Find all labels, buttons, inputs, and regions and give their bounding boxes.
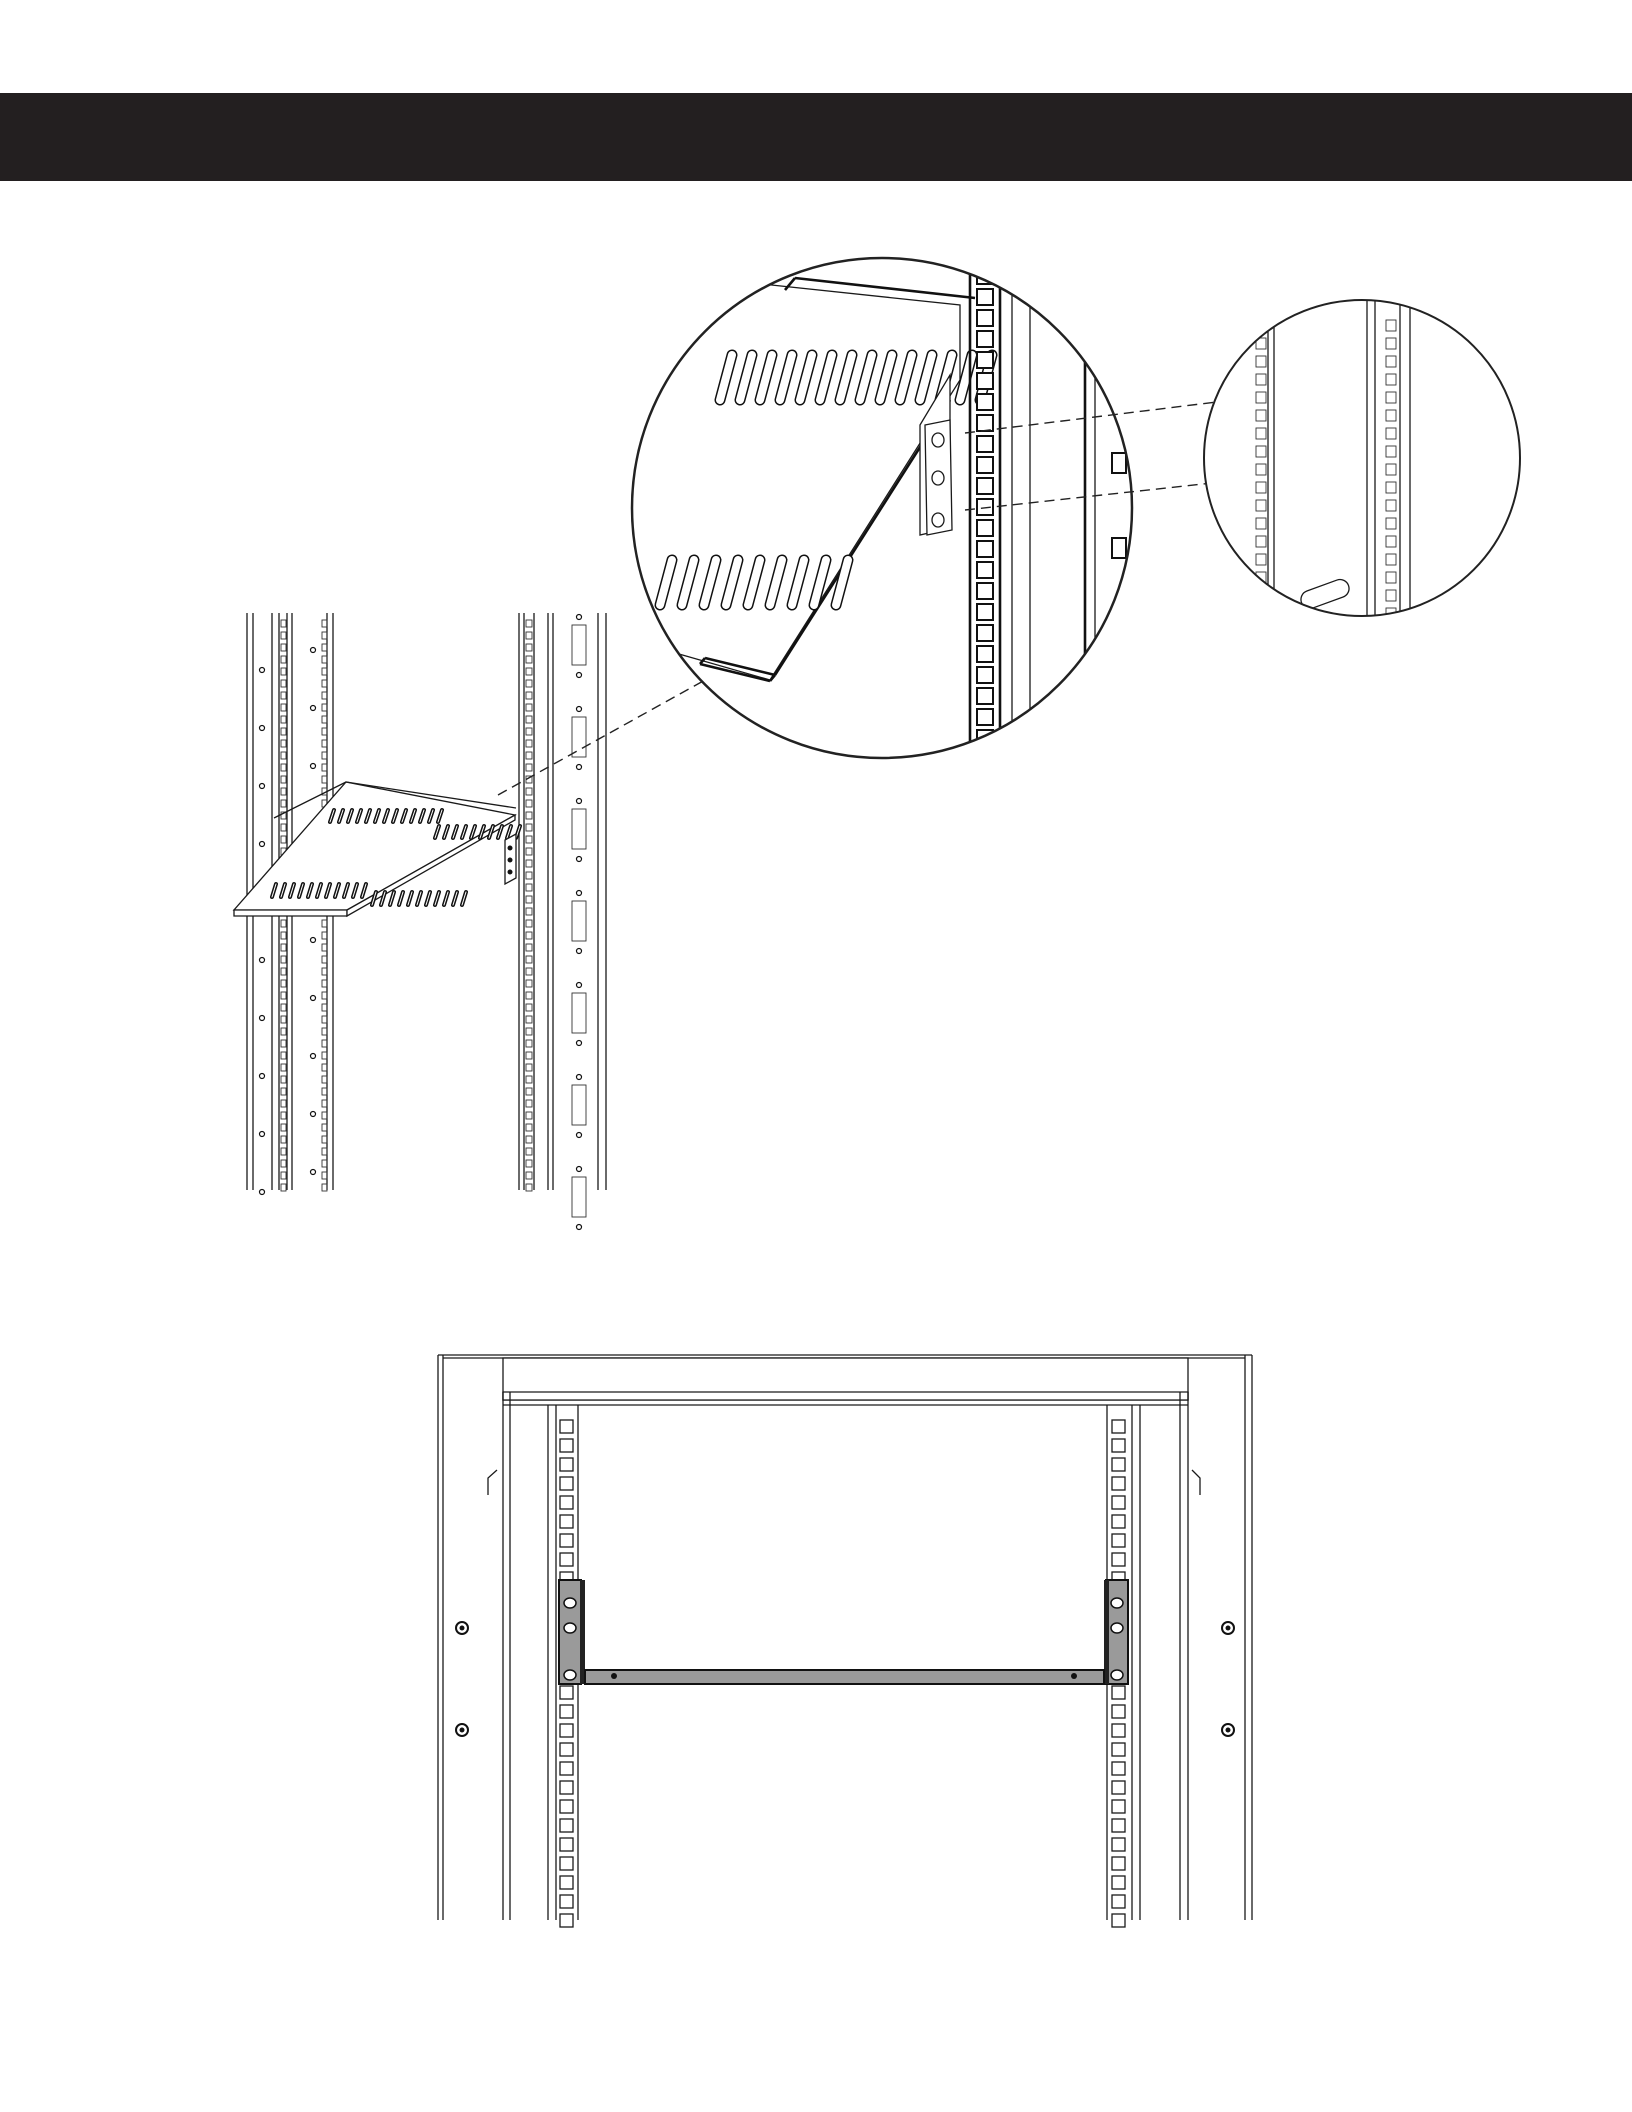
rail-hole: [281, 776, 286, 783]
rail-hole: [322, 968, 327, 975]
rail-hole: [1112, 1496, 1125, 1509]
mount-hole: [260, 784, 265, 789]
rail-hole: [977, 352, 993, 368]
mount-hole: [260, 842, 265, 847]
mount-hole: [311, 1054, 316, 1059]
rail-hole: [977, 625, 993, 641]
rail-hole: [281, 644, 286, 651]
rail-slot: [572, 901, 586, 941]
mount-hole: [260, 1132, 265, 1137]
rail-hole: [526, 1088, 532, 1095]
rail-hole: [560, 1420, 573, 1433]
rail-hole: [1112, 1857, 1125, 1870]
shelf-icon: [585, 1670, 1104, 1684]
rail-hole: [526, 896, 532, 903]
rail-hole: [526, 800, 532, 807]
mount-hole: [577, 799, 582, 804]
rail-slot: [572, 993, 586, 1033]
rail-hole: [560, 1496, 573, 1509]
mount-hole: [577, 615, 582, 620]
mount-hole: [260, 726, 265, 731]
rail-hole: [560, 1743, 573, 1756]
rail-hole: [281, 968, 286, 975]
rail-hole: [526, 1148, 532, 1155]
rail-hole: [526, 1040, 532, 1047]
rail-hole: [977, 373, 993, 389]
rail-hole: [281, 1112, 286, 1119]
rail-hole: [977, 520, 993, 536]
mount-hole: [577, 707, 582, 712]
rail-hole: [560, 1876, 573, 1889]
rail-hole: [322, 1124, 327, 1131]
rail-hole: [281, 692, 286, 699]
rail-hole: [1112, 1515, 1125, 1528]
rail-hole: [526, 968, 532, 975]
rail-hole: [1112, 1895, 1125, 1908]
rail-hole: [281, 668, 286, 675]
mount-hole: [260, 668, 265, 673]
rail-hole: [281, 752, 286, 759]
rail-hole: [281, 836, 286, 843]
rail-hole: [322, 956, 327, 963]
rail-hole: [560, 1895, 573, 1908]
rail-hole: [281, 620, 286, 627]
rail-hole: [281, 944, 286, 951]
rail-hole: [1112, 1838, 1125, 1851]
rail-hole: [977, 562, 993, 578]
rail-hole: [526, 716, 532, 723]
rail-hole: [281, 992, 286, 999]
rail-hole: [322, 704, 327, 711]
mount-hole: [577, 673, 582, 678]
rail-hole: [526, 980, 532, 987]
rail-hole: [322, 932, 327, 939]
rail-hole: [560, 1724, 573, 1737]
rail-hole: [1112, 1876, 1125, 1889]
mount-hole: [311, 1112, 316, 1117]
rail-hole: [526, 788, 532, 795]
rail-hole: [526, 668, 532, 675]
rail-hole: [281, 932, 286, 939]
rail-hole: [1112, 1686, 1125, 1699]
rail-hole: [281, 1172, 286, 1179]
rail-hole: [977, 646, 993, 662]
rail-hole: [322, 776, 327, 783]
rail-hole: [281, 1124, 286, 1131]
rail-hole: [322, 752, 327, 759]
rail-hole: [281, 764, 286, 771]
mount-hole: [311, 648, 316, 653]
rail-hole: [281, 1136, 286, 1143]
rail-hole: [977, 436, 993, 452]
mount-hole: [577, 1167, 582, 1172]
rail-hole: [977, 751, 993, 767]
rail-hole: [1112, 1724, 1125, 1737]
rail-hole: [322, 740, 327, 747]
rail-hole: [1112, 1705, 1125, 1718]
rail-hole: [281, 1148, 286, 1155]
rail-hole: [322, 1016, 327, 1023]
rail-hole: [281, 1184, 286, 1191]
rail-hole: [322, 1100, 327, 1107]
rail-hole: [526, 1124, 532, 1131]
rack-front-view-figure: [438, 1355, 1252, 1927]
mount-hole: [260, 1190, 265, 1195]
rail-hole: [322, 1172, 327, 1179]
rail-hole: [1112, 1439, 1125, 1452]
rail-hole: [526, 1100, 532, 1107]
rail-hole: [526, 644, 532, 651]
mount-hole: [311, 706, 316, 711]
rail-hole: [977, 394, 993, 410]
rail-hole: [1256, 590, 1266, 601]
mount-hole: [577, 1133, 582, 1138]
rail-hole: [977, 415, 993, 431]
rail-hole: [322, 1088, 327, 1095]
rail-hole: [526, 740, 532, 747]
rail-hole: [281, 740, 286, 747]
rail-hole: [322, 620, 327, 627]
rail-hole: [977, 583, 993, 599]
rail-hole: [322, 1040, 327, 1047]
rail-hole: [322, 1136, 327, 1143]
rail-hole: [322, 692, 327, 699]
rail-hole: [281, 1076, 286, 1083]
rail-hole: [281, 632, 286, 639]
rail-hole: [1112, 1477, 1125, 1490]
rail-hole: [526, 692, 532, 699]
rail-hole: [526, 944, 532, 951]
rail-hole: [281, 1040, 286, 1047]
rail-hole: [322, 1028, 327, 1035]
rail-hole: [526, 812, 532, 819]
rail-hole: [560, 1781, 573, 1794]
rail-hole: [322, 668, 327, 675]
rail-hole: [281, 1064, 286, 1071]
rail-hole: [281, 1016, 286, 1023]
rail-hole: [526, 764, 532, 771]
rail-hole: [526, 1112, 532, 1119]
rail-hole: [322, 1052, 327, 1059]
rail-hole: [977, 331, 993, 347]
rail-hole: [1112, 1914, 1125, 1927]
rail-hole: [322, 1184, 327, 1191]
mount-hole: [311, 938, 316, 943]
rail-hole: [560, 1762, 573, 1775]
rail-hole: [322, 764, 327, 771]
mount-hole: [577, 891, 582, 896]
mount-hole: [577, 765, 582, 770]
mount-hole: [577, 1041, 582, 1046]
rail-hole: [526, 848, 532, 855]
rail-hole: [281, 824, 286, 831]
shelf: [234, 782, 520, 916]
rail-hole: [281, 956, 286, 963]
rail-hole: [560, 1800, 573, 1813]
rail-hole: [322, 716, 327, 723]
rail-hole: [560, 1553, 573, 1566]
rail-hole: [1112, 1762, 1125, 1775]
rail-hole: [322, 644, 327, 651]
rail-hole: [977, 604, 993, 620]
rail-hole: [322, 1064, 327, 1071]
rail-hole: [526, 1016, 532, 1023]
shelf-detail-zoom: [630, 255, 1140, 767]
rail-hole: [281, 1160, 286, 1167]
rail-hole: [1112, 1743, 1125, 1756]
rail-hole: [1112, 1819, 1125, 1832]
rail-hole: [1112, 1800, 1125, 1813]
rail-hole: [526, 956, 532, 963]
rail-hole: [977, 667, 993, 683]
rail-hole: [560, 1458, 573, 1471]
rail-hole: [526, 908, 532, 915]
rail-hole: [526, 1076, 532, 1083]
rail-hole: [526, 680, 532, 687]
rail-hole: [281, 800, 286, 807]
rail-hole: [560, 1857, 573, 1870]
rail-hole: [526, 1184, 532, 1191]
rail-hole: [1112, 1420, 1125, 1433]
rail-hole: [560, 1819, 573, 1832]
rail-hole: [526, 920, 532, 927]
rail-slot: [572, 1085, 586, 1125]
rail-slot: [572, 717, 586, 757]
rail-slot: [572, 1177, 586, 1217]
rail-hole: [526, 704, 532, 711]
rail-slot: [572, 625, 586, 665]
rail-detail-zoom: [1200, 295, 1530, 625]
rail-hole: [322, 1004, 327, 1011]
rail-hole: [322, 1160, 327, 1167]
rail-hole: [322, 680, 327, 687]
bracket-icon: [559, 1580, 1128, 1684]
rail-hole: [281, 1004, 286, 1011]
rail-hole: [281, 920, 286, 927]
rail-hole: [526, 1052, 532, 1059]
rail-hole: [560, 1838, 573, 1851]
mount-hole: [311, 1170, 316, 1175]
rail-hole: [281, 1028, 286, 1035]
rail-hole: [526, 728, 532, 735]
rail-hole: [977, 688, 993, 704]
rail-hole: [526, 824, 532, 831]
rail-hole: [281, 1088, 286, 1095]
rail-hole: [322, 1148, 327, 1155]
rail-hole: [322, 1112, 327, 1119]
rail-hole: [560, 1515, 573, 1528]
rail-hole: [977, 289, 993, 305]
mount-hole: [311, 764, 316, 769]
rail-hole: [322, 980, 327, 987]
rail-hole: [526, 656, 532, 663]
mount-hole: [577, 949, 582, 954]
rail-hole: [526, 1004, 532, 1011]
rail-hole: [281, 1052, 286, 1059]
rail-hole: [281, 788, 286, 795]
rail-hole: [322, 920, 327, 927]
rail-hole: [560, 1705, 573, 1718]
rail-hole: [526, 620, 532, 627]
rail-hole: [1256, 320, 1266, 331]
rail-hole: [281, 1100, 286, 1107]
mount-hole: [311, 996, 316, 1001]
rail-hole: [526, 1136, 532, 1143]
rail-hole: [977, 478, 993, 494]
rail-hole: [526, 860, 532, 867]
rail-hole: [977, 709, 993, 725]
rail-hole: [977, 457, 993, 473]
rail-hole: [322, 1076, 327, 1083]
rail-hole: [526, 872, 532, 879]
rail-hole: [526, 1028, 532, 1035]
rail-hole: [322, 656, 327, 663]
rail-hole: [560, 1477, 573, 1490]
rail-hole: [526, 932, 532, 939]
rail-hole: [322, 632, 327, 639]
rail-hole: [322, 944, 327, 951]
rail-hole: [526, 992, 532, 999]
rail-hole: [281, 704, 286, 711]
mount-hole: [260, 958, 265, 963]
rail-hole: [281, 656, 286, 663]
rail-hole: [526, 836, 532, 843]
rail-hole: [526, 884, 532, 891]
mount-hole: [577, 857, 582, 862]
rail-hole: [526, 632, 532, 639]
rail-hole: [1112, 1534, 1125, 1547]
rail-hole: [322, 992, 327, 999]
mount-hole: [260, 1074, 265, 1079]
shelf-installation-figure: [234, 613, 705, 1230]
right-rack-rail: [519, 613, 606, 1230]
mount-hole: [577, 1225, 582, 1230]
rail-hole: [526, 1064, 532, 1071]
rail-hole: [1112, 1553, 1125, 1566]
rail-hole: [1112, 1458, 1125, 1471]
rail-hole: [322, 728, 327, 735]
mount-hole: [260, 1016, 265, 1021]
rail-hole: [281, 980, 286, 987]
rail-hole: [526, 752, 532, 759]
rail-hole: [281, 680, 286, 687]
rail-hole: [560, 1686, 573, 1699]
rail-hole: [281, 716, 286, 723]
rail-hole: [560, 1439, 573, 1452]
rail-hole: [281, 728, 286, 735]
rail-hole: [1112, 1781, 1125, 1794]
rail-slot: [572, 809, 586, 849]
rail-hole: [977, 541, 993, 557]
rail-hole: [526, 1160, 532, 1167]
mount-hole: [577, 983, 582, 988]
rail-hole: [526, 1172, 532, 1179]
shelf-bracket: [505, 834, 516, 884]
mount-hole: [577, 1075, 582, 1080]
rail-hole: [977, 310, 993, 326]
rail-hole: [560, 1914, 573, 1927]
rail-hole: [560, 1534, 573, 1547]
